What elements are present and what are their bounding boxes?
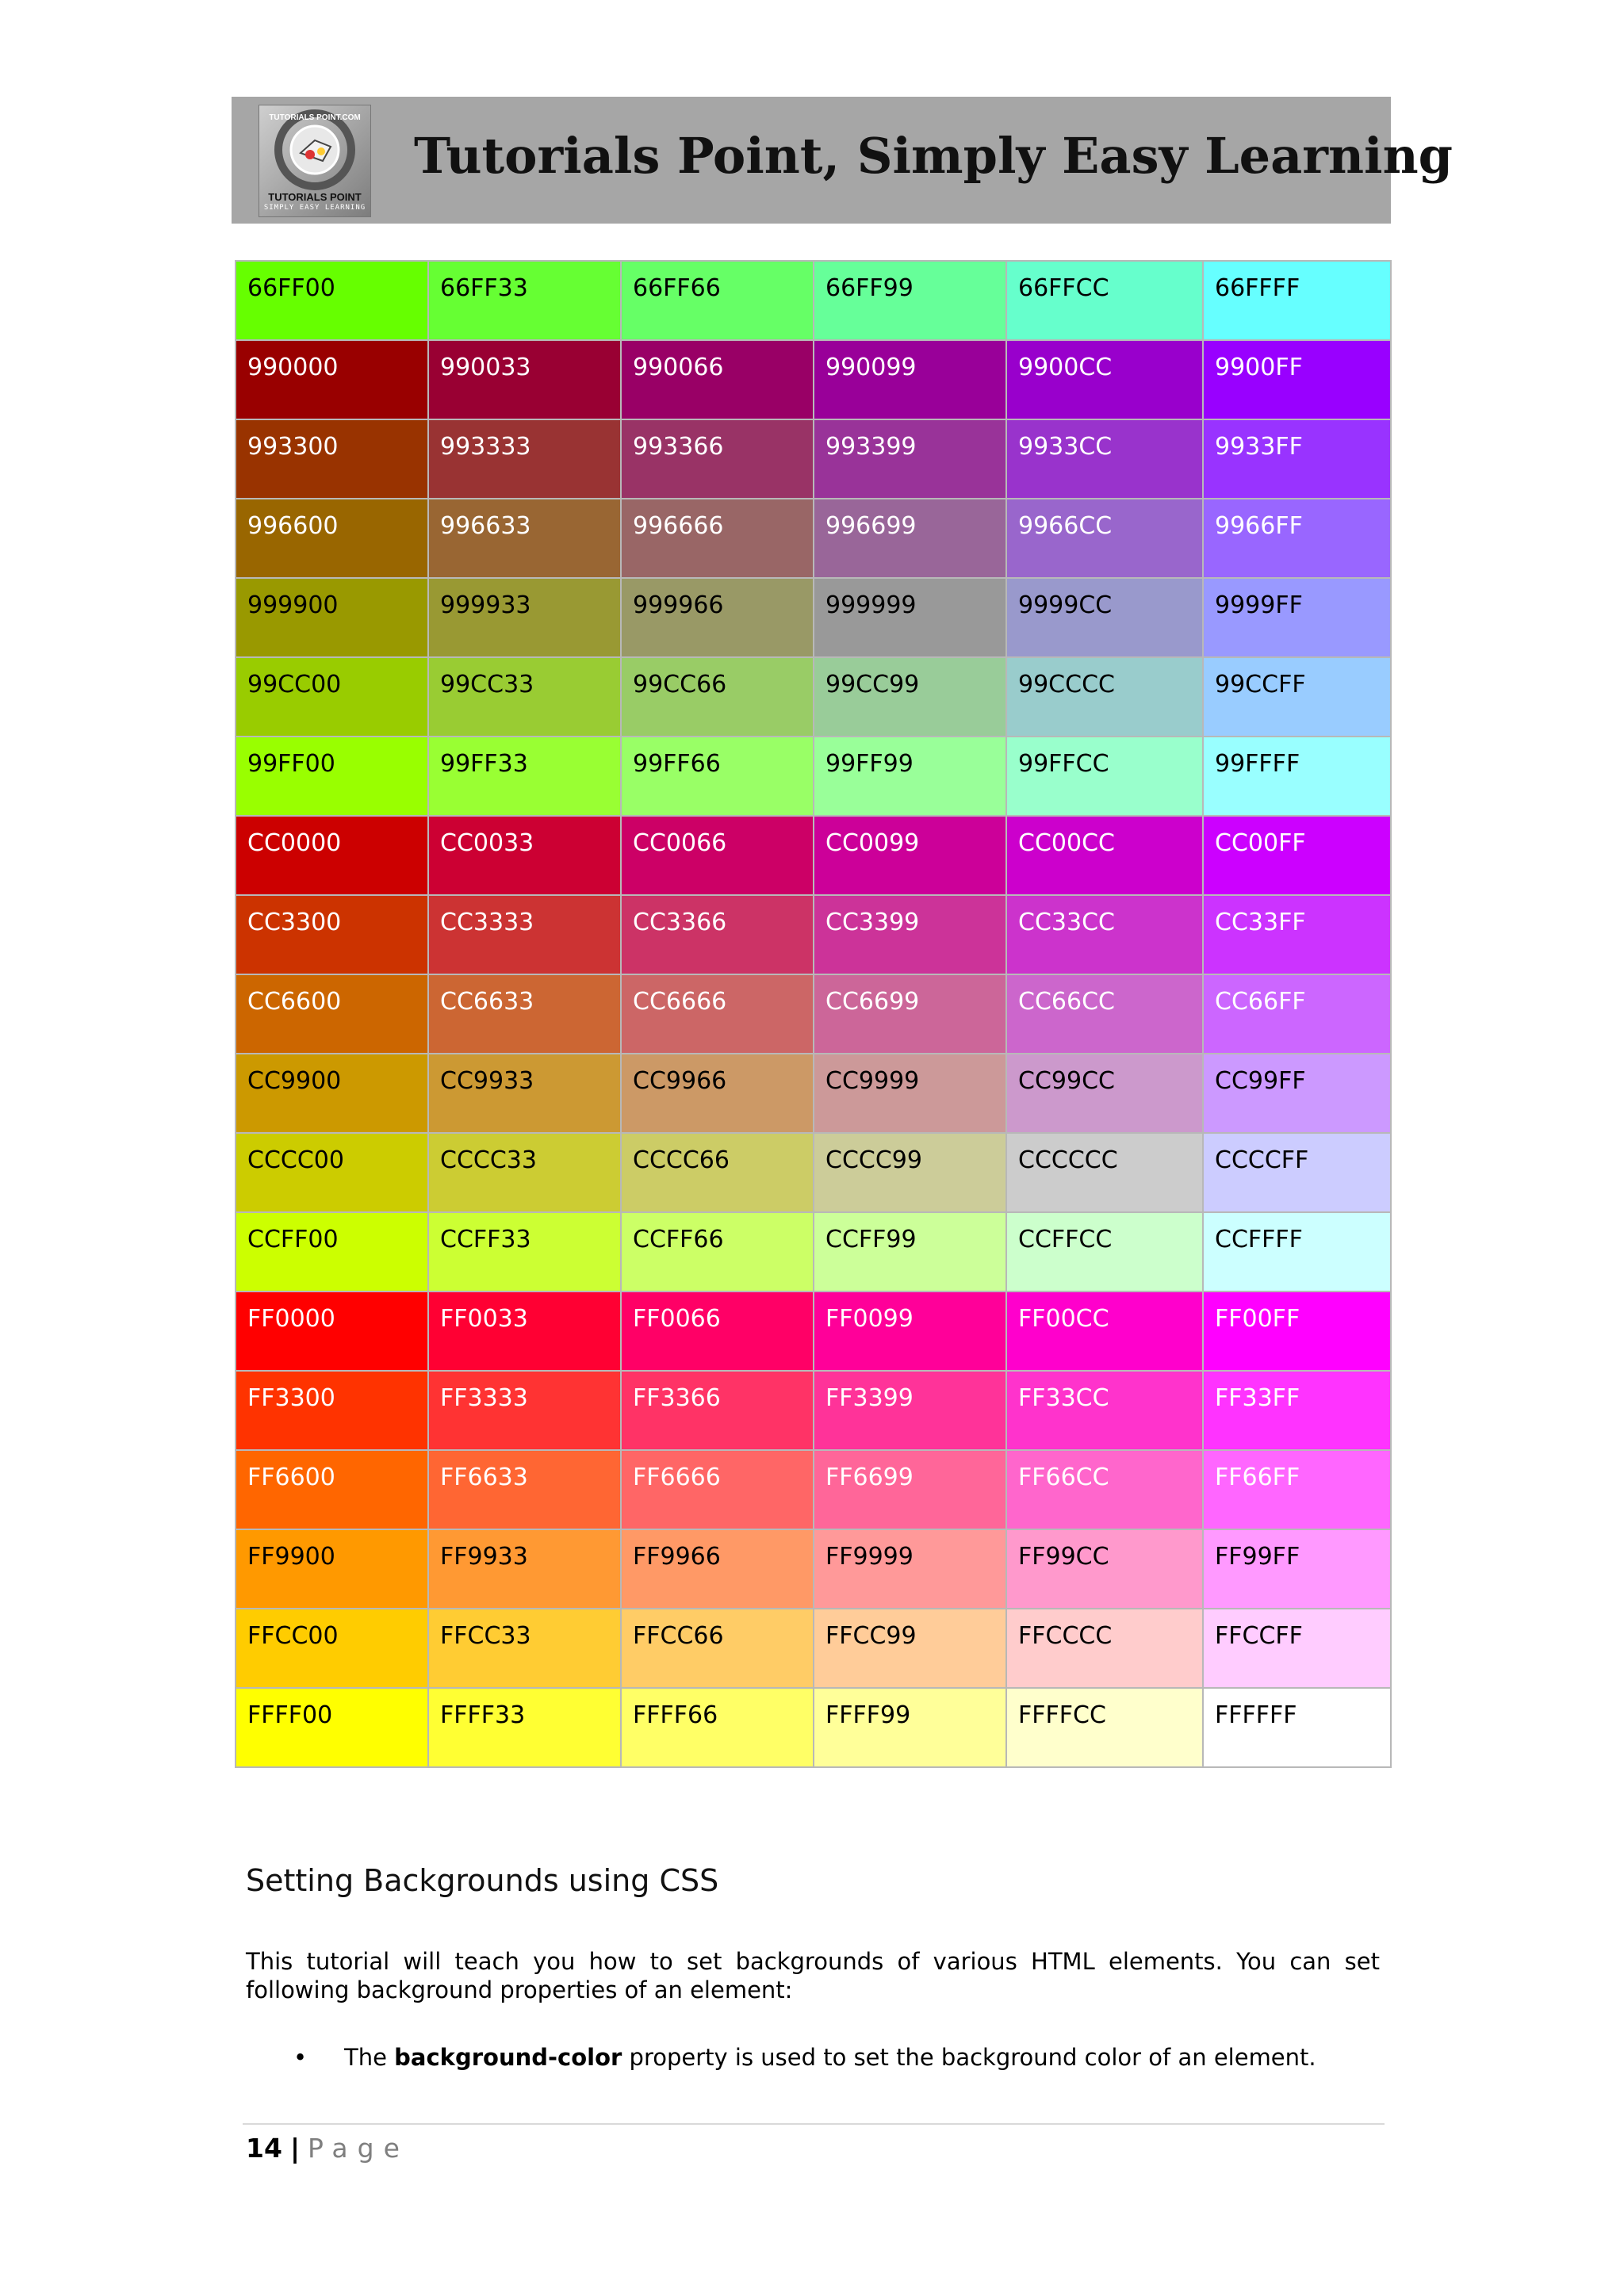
color-cell: 996666 [621, 499, 814, 578]
color-cell: 993366 [621, 419, 814, 499]
color-cell: 9900CC [1006, 340, 1203, 419]
bullet-property-name: background-color [394, 2044, 622, 2071]
color-cell: 9933FF [1203, 419, 1391, 499]
color-cell: CC9933 [428, 1054, 621, 1133]
color-cell: FF9999 [814, 1529, 1006, 1609]
color-cell: 990099 [814, 340, 1006, 419]
color-cell: 9966FF [1203, 499, 1391, 578]
table-row [236, 419, 1391, 499]
color-cell: 99FF00 [236, 737, 428, 816]
table-row [236, 737, 1391, 816]
table-row [236, 261, 1391, 340]
table-row [236, 340, 1391, 419]
color-cell: 996633 [428, 499, 621, 578]
page-footer [246, 2133, 409, 2164]
color-cell: CC0000 [236, 816, 428, 895]
color-cell: 9933CC [1006, 419, 1203, 499]
color-cell: 996600 [236, 499, 428, 578]
color-cell: FF6633 [428, 1450, 621, 1529]
logo-text-primary: TUTORIALS POINT [268, 191, 362, 203]
color-cell: FF33FF [1203, 1371, 1391, 1450]
color-cell: 99CCFF [1203, 657, 1391, 737]
color-cell: FFCC66 [621, 1609, 814, 1688]
logo-ring-text: TUTORIALS POINT.COM [269, 113, 361, 122]
table-row [236, 1371, 1391, 1450]
color-cell: 66FF00 [236, 261, 428, 340]
color-cell: 66FF99 [814, 261, 1006, 340]
color-cell: FF99FF [1203, 1529, 1391, 1609]
color-cell: CC33FF [1203, 895, 1391, 974]
color-cell: CCCC33 [428, 1133, 621, 1212]
table-row [236, 1292, 1391, 1371]
color-cell: 66FF33 [428, 261, 621, 340]
color-cell: 99CC33 [428, 657, 621, 737]
color-cell: FF33CC [1006, 1371, 1203, 1450]
color-cell: CCFF33 [428, 1212, 621, 1292]
table-row [236, 1212, 1391, 1292]
color-cell: CC00CC [1006, 816, 1203, 895]
color-cell: 996699 [814, 499, 1006, 578]
color-cell: CC99CC [1006, 1054, 1203, 1133]
color-cell: CC9999 [814, 1054, 1006, 1133]
color-cell: 99CC66 [621, 657, 814, 737]
bullet-dot-icon: • [293, 2044, 308, 2071]
bullet-suffix: property is used to set the background color of an element. [622, 2044, 1316, 2071]
color-cell: CC0099 [814, 816, 1006, 895]
color-cell: 990033 [428, 340, 621, 419]
color-cell: 999933 [428, 578, 621, 657]
color-cell: 993399 [814, 419, 1006, 499]
color-cell: 99FF66 [621, 737, 814, 816]
color-cell: 99FF33 [428, 737, 621, 816]
color-cell: 999999 [814, 578, 1006, 657]
color-cell: FF00CC [1006, 1292, 1203, 1371]
bullet-prefix: The [344, 2044, 395, 2071]
table-row [236, 1688, 1391, 1767]
color-cell: CCCC66 [621, 1133, 814, 1212]
color-cell: 99FFCC [1006, 737, 1203, 816]
table-row [236, 1450, 1391, 1529]
table-row [236, 1133, 1391, 1212]
color-cell: 99CC00 [236, 657, 428, 737]
color-cell: FF0000 [236, 1292, 428, 1371]
color-cell: 993333 [428, 419, 621, 499]
color-cell: FF99CC [1006, 1529, 1203, 1609]
color-cell: CC3366 [621, 895, 814, 974]
color-cell: CC6699 [814, 974, 1006, 1054]
color-cell: FF3399 [814, 1371, 1006, 1450]
color-cell: FF66CC [1006, 1450, 1203, 1529]
color-cell: CCFF66 [621, 1212, 814, 1292]
color-cell: FF66FF [1203, 1450, 1391, 1529]
color-cell: 99FFFF [1203, 737, 1391, 816]
color-cell: 9999FF [1203, 578, 1391, 657]
table-row [236, 657, 1391, 737]
color-cell: CC99FF [1203, 1054, 1391, 1133]
color-cell: FFFFFF [1203, 1688, 1391, 1767]
color-cell: FFCCFF [1203, 1609, 1391, 1688]
logo-text-secondary: SIMPLY EASY LEARNING [263, 204, 366, 212]
color-cell: 99CC99 [814, 657, 1006, 737]
color-cell: 999966 [621, 578, 814, 657]
color-cell: CCCC00 [236, 1133, 428, 1212]
color-cell: FF6666 [621, 1450, 814, 1529]
color-cell: FFFF66 [621, 1688, 814, 1767]
color-cell: CCFF00 [236, 1212, 428, 1292]
color-cell: CC33CC [1006, 895, 1203, 974]
color-cell: CCCC99 [814, 1133, 1006, 1212]
color-cell: CCCCCC [1006, 1133, 1203, 1212]
color-cell: 9966CC [1006, 499, 1203, 578]
color-cell: CC3333 [428, 895, 621, 974]
footer-divider [243, 2123, 1385, 2125]
color-cell: FFFF33 [428, 1688, 621, 1767]
color-cell: 990066 [621, 340, 814, 419]
table-row [236, 1609, 1391, 1688]
color-cell: FF6699 [814, 1450, 1006, 1529]
color-cell: CC9966 [621, 1054, 814, 1133]
color-cell: 993300 [236, 419, 428, 499]
page-number: 14 [246, 2133, 282, 2164]
color-cell: FFCC99 [814, 1609, 1006, 1688]
color-cell: 9900FF [1203, 340, 1391, 419]
color-cell: FFCCCC [1006, 1609, 1203, 1688]
color-cell: 9999CC [1006, 578, 1203, 657]
color-cell: FFFFCC [1006, 1688, 1203, 1767]
color-cell: FF3366 [621, 1371, 814, 1450]
color-cell: CC0033 [428, 816, 621, 895]
color-cell: 66FF66 [621, 261, 814, 340]
logo-emblem-icon [259, 105, 370, 193]
color-cell: FF6600 [236, 1450, 428, 1529]
color-cell: FFCC33 [428, 1609, 621, 1688]
color-cell: 99CCCC [1006, 657, 1203, 737]
color-cell: FF3300 [236, 1371, 428, 1450]
color-cell: CCCCFF [1203, 1133, 1391, 1212]
intro-paragraph: This tutorial will teach you how to set backgrounds of various HTML elements. You can set following background properties of an element: [246, 1948, 1380, 2003]
color-cell: 66FFCC [1006, 261, 1203, 340]
color-cell: FF9933 [428, 1529, 621, 1609]
color-cell: FFCC00 [236, 1609, 428, 1688]
table-row [236, 499, 1391, 578]
color-table-body [236, 261, 1391, 1767]
color-cell: 66FFFF [1203, 261, 1391, 340]
color-cell: CC66CC [1006, 974, 1203, 1054]
color-cell: FF0066 [621, 1292, 814, 1371]
color-cell: FF3333 [428, 1371, 621, 1450]
color-cell: 99FF99 [814, 737, 1006, 816]
color-cell: CC6633 [428, 974, 621, 1054]
table-row [236, 1529, 1391, 1609]
color-cell: CCFFFF [1203, 1212, 1391, 1292]
color-cell: FF0033 [428, 1292, 621, 1371]
color-cell: FF0099 [814, 1292, 1006, 1371]
color-cell: CC6666 [621, 974, 814, 1054]
tutorials-point-logo [259, 105, 371, 217]
color-cell: CC66FF [1203, 974, 1391, 1054]
table-row [236, 578, 1391, 657]
color-cell: CCFFCC [1006, 1212, 1203, 1292]
footer-separator: | [289, 2133, 300, 2164]
color-cell: CC6600 [236, 974, 428, 1054]
table-row [236, 1054, 1391, 1133]
color-cell: CC00FF [1203, 816, 1391, 895]
color-cell: FFFF00 [236, 1688, 428, 1767]
page-label: Page [308, 2133, 409, 2164]
color-cell: CC9900 [236, 1054, 428, 1133]
section-heading: Setting Backgrounds using CSS [246, 1863, 719, 1898]
table-row [236, 816, 1391, 895]
color-cell: CC3300 [236, 895, 428, 974]
color-cell: 990000 [236, 340, 428, 419]
color-cell: FF9900 [236, 1529, 428, 1609]
color-cell: FF9966 [621, 1529, 814, 1609]
color-cell: FFFF99 [814, 1688, 1006, 1767]
table-row [236, 895, 1391, 974]
color-cell: 999900 [236, 578, 428, 657]
color-code-table [235, 260, 1392, 1768]
bullet-item [344, 2044, 1375, 2071]
table-row [236, 974, 1391, 1054]
color-cell: CC3399 [814, 895, 1006, 974]
color-cell: FF00FF [1203, 1292, 1391, 1371]
header-title: Tutorials Point, Simply Easy Learning [414, 127, 1454, 185]
color-cell: CC0066 [621, 816, 814, 895]
page-header [232, 97, 1454, 224]
color-cell: CCFF99 [814, 1212, 1006, 1292]
